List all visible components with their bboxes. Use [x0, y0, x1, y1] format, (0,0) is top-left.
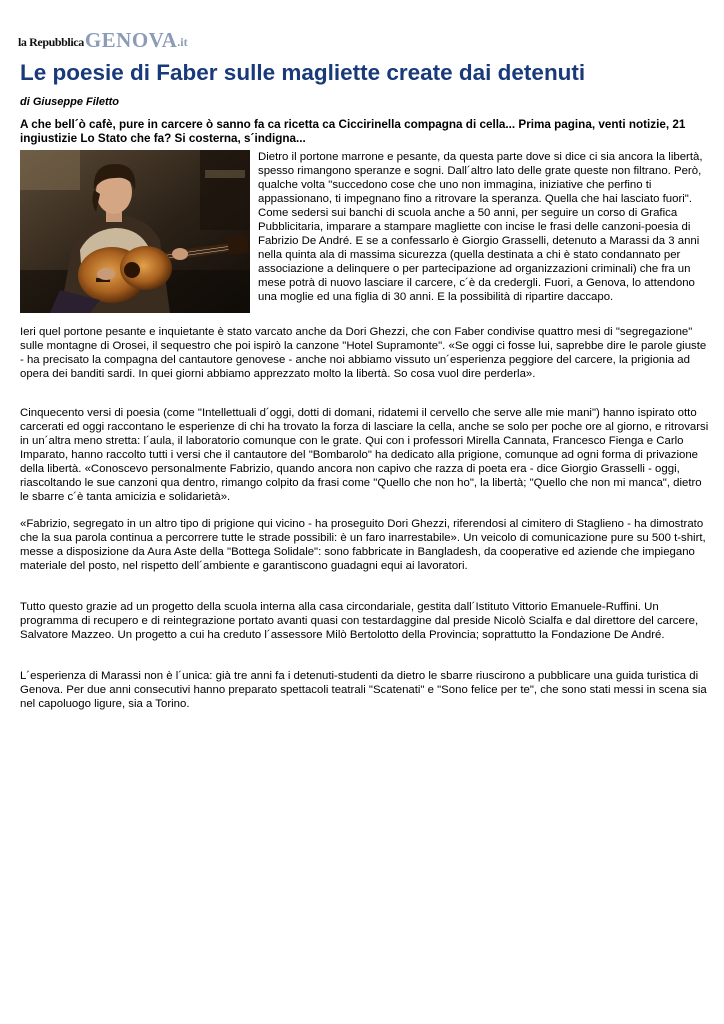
article-title: Le poesie di Faber sulle magliette create dai detenuti: [20, 60, 586, 85]
article-byline: di Giuseppe Filetto: [20, 96, 120, 108]
article-paragraph: Ieri quel portone pesante e inquietante è stato varcato anche da Dori Ghezzi, che con Faber condivise quattro mesi di "segregazione" sulle montagne di Orosei, il sequestro che poi ispirò la canzone "Hotel Supramonte". «Se oggi ci fosse lui, saprebbe dire le parole giuste - ha precisato la compagna del cantautore genovese - anche noi abbiamo vissuto un´esperienza peggiore del carcere, la prigionia ad opera dei banditi sardi. In quei giorni abbiamo apprezzato molto la libertà. So cosa vuol dire perderla».: [20, 326, 707, 380]
masthead-logo[interactable]: [18, 26, 188, 50]
guitarist-photo-illustration: [20, 150, 250, 313]
masthead-it: .it: [177, 35, 188, 49]
masthead-genova: GENOVA: [84, 28, 178, 52]
masthead-repubblica: la Repubblica: [18, 35, 84, 49]
article-lead: A che bell´ò cafè, pure in carcere ò sanno fa ca ricetta ca Ciccirinella compagna di cella... Prima pagina, venti notizie, 21 ingiustizie Lo Stato che fa? Si costerna, s´indigna...: [20, 118, 686, 145]
article-paragraph: Tutto questo grazie ad un progetto della scuola interna alla casa circondariale, gestita dall´Istituto Vittorio Emanuele-Ruffini. Un programma di recupero e di reintegrazione portato avanti quasi con testardaggine dal preside Nicolò Scialfa e dal direttore del carcere, Salvatore Mazzeo. Un progetto a cui ha creduto l´assessore Milò Bertolotto della Provincia; soprattutto la Fondazione De André.: [20, 601, 699, 641]
article-paragraph: Cinquecento versi di poesia (come "Intellettuali d´oggi, dotti di domani, ridatemi il cervello che serve alle mie mani") hanno ispirato otto carcerati ed oggi raccontano le esperienze di chi ha trovato la forza di lasciare la cella, anche se solo per poche ore al giorno, e ritrovarsi in un´altra meno stretta: l´aula, il laboratorio comunque con le grate. Qui con i professori Mirella Cannata, Francesco Fienga e Carlo Imparato, hanno raccolto tutti i versi che il cantautore del "Bombarolo" ha dedicato alla prigione, comunque ad ogni forma di privazione della libertà. «Conoscevo personalmente Fabrizio, quando ancora non capivo che razza di poeta era - dice Giorgio Grasselli - oggi, riascoltando le sue canzoni qua dentro, rimango colpito da frasi come "Quello che non ho", la libertà; "Quello che non mi manca", dietro le sbarre c´è tanta amicizia e solidarietà».: [20, 407, 709, 503]
article-intro: Dietro il portone marrone e pesante, da questa parte dove si dice ci sia ancora la libertà, spesso rimangono speranze e sogni. Dall´altro lato delle grate queste non filtrano. Però, qualche volta "succedono cose che uno non immagina, iniziative che perfino ti appassionano, ti impegnano fino a ritrovare la speranza. Quella che hai lasciato fuori". Come sedersi sui banchi di scuola anche a 50 anni, per seguire un corso di Grafica Pubblicitaria, imparare a stampare magliette con incise le frasi delle canzoni-poesia di Fabrizio De André. E se a confessarlo è Giorgio Grasselli, detenuto a Marassi da 3 anni nella quinta ala di massima sicurezza (quella destinata a chi è stato condannato per associazione a delinquere o per partecipazione ad organizzazioni criminali) che fra un mese potrà di nuovo lasciare il carcere, c´è da credergli. Fuori, a Genova, lo attendono una moglie ed una figlia di 30 anni. E la possibilità di ripartire daccapo.: [258, 151, 703, 303]
article-photo: [20, 150, 250, 313]
article-paragraph: L´esperienza di Marassi non è l´unica: già tre anni fa i detenuti-studenti da dietro le sbarre riuscirono a pubblicare una guida turistica di Genova. Per due anni consecutivi hanno preparato spettacoli teatrali "Scatenati" e "Sono felice per te", che sono stati messi in scena sia nel capoluogo ligure, sia a Torino.: [20, 670, 707, 710]
article-paragraph: «Fabrizio, segregato in un altro tipo di prigione qui vicino - ha proseguito Dori Ghezzi, riferendosi al cimitero di Staglieno - ha dimostrato che la sua parola continua a percorrere tutte le strade possibili: è un faro inarrestabile». Un veicolo di comunicazione pure su 500 t-shirt, messe a disposizione da Aura Aste della "Bottega Solidale": sono fabbricate in Bangladesh, da cooperative ed aziende che impiegano materiale del posto, nel rispetto dell´ambiente e garantiscono guadagni equi ai lavoratori.: [20, 518, 706, 572]
